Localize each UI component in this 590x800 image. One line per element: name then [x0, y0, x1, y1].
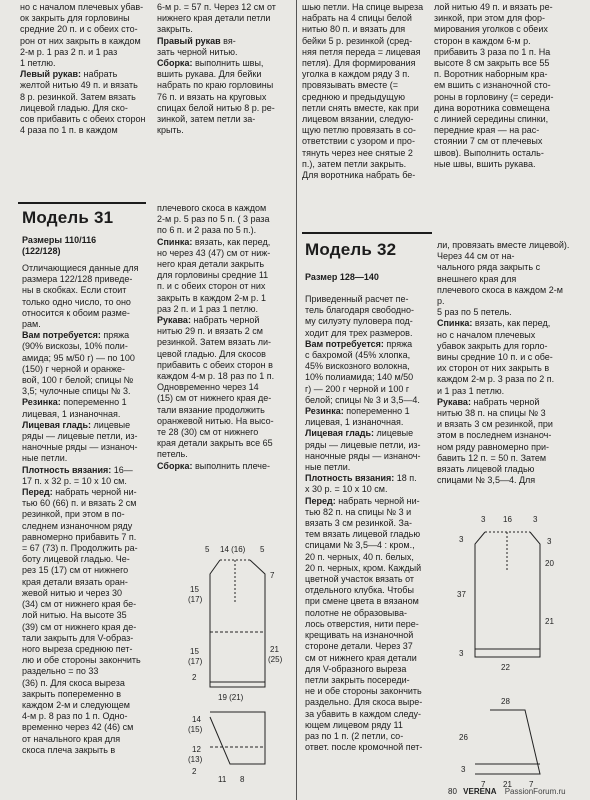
text-line: с линией середины спинки,	[434, 114, 549, 125]
text-line: каждом 2-м р. 3 раза по 2 п.	[437, 374, 555, 385]
text-line: вой, 100 г белой; спицы №	[22, 375, 134, 386]
text-line: резинкой. Затем вязать ли-	[157, 337, 272, 348]
model32-title: Модель 32	[305, 240, 397, 259]
text-line: Одновременно через 14	[157, 382, 259, 393]
model31-sizes-line1: Размеры 110/116	[22, 235, 97, 245]
text-line: 3,5; чулочные спицы № 3.	[22, 386, 131, 397]
text-line: спицами № 3,5—4. Для	[437, 475, 536, 486]
text-line: по 6 п. и 2 раза по 5 п.).	[157, 225, 257, 236]
bold-label: Перед:	[22, 487, 53, 498]
text-line: тью 60 (66) п. и вязать 2 см	[22, 498, 137, 509]
model32-schematic	[445, 512, 580, 792]
text-line: закрыть в каждом 2-м р. 1	[157, 292, 266, 303]
text-line: ные швы, вшить рукава.	[434, 158, 536, 169]
text-line: щую петлю провязать в со-	[302, 125, 416, 136]
text-line: рон от них закрыть в каждом	[20, 35, 141, 46]
d32-sleeve-l1: 26	[459, 733, 468, 742]
text-line: ответ. после кромочной пет-	[305, 742, 423, 753]
text-line: лось отверстия, нити пере-	[305, 618, 419, 629]
text-line: бейки 5 р. резинкой (сред-	[302, 35, 413, 46]
text-line: от начального края для	[22, 733, 121, 744]
text-line: набрать по краю горловины	[157, 80, 274, 91]
text-line: для горловины средние 11	[157, 270, 269, 281]
d31-top-b: 14 (16)	[220, 545, 246, 554]
text-line: Резинка: попеременно 1	[22, 397, 127, 408]
text-line: Спинка: вязать, как перед,	[437, 318, 551, 329]
text-line: Отличающиеся данные для	[22, 263, 139, 273]
text-line: Левый рукав: набрать	[20, 69, 118, 80]
text-line: Перед: набрать черной ни-	[305, 495, 420, 506]
text-line: раздельно = по 33	[22, 666, 99, 677]
text-line: тянуть через нее снятые 2	[302, 147, 413, 158]
d31-sleeve-l5: 2	[192, 767, 197, 776]
model31-col1-text	[22, 263, 150, 756]
text-line: закрыть попеременно в	[22, 688, 122, 699]
d31-left-2: (17)	[188, 595, 203, 604]
bold-label: Лицевая гладь:	[22, 419, 92, 430]
text-line: наночные ряды — изнаноч-	[22, 442, 138, 453]
text-line: вязать лицевой гладью	[437, 464, 535, 475]
text-line: 17 п. х 32 р. = 10 х 10 см.	[22, 475, 127, 486]
model31-col2-text	[157, 203, 295, 472]
d31-sleeve-l2: (15)	[188, 725, 203, 734]
text-line: Вам потребуется: пряжа	[22, 330, 130, 341]
text-line: их сторон от них закрыть в	[437, 363, 550, 374]
text-line: уголка в каждом ряду 3 п.	[302, 69, 410, 80]
text-line: высоте 8 см закрыть все 55	[434, 58, 550, 69]
d32-bottom: 22	[501, 663, 510, 672]
d32-left-top: 3	[459, 535, 464, 544]
col4-top-text	[434, 2, 569, 170]
text-line: 5 раз по 5 петель.	[437, 307, 512, 318]
text-line: нитью 80 п. и вязать для	[302, 24, 406, 35]
d31-sleeve-l3: 12	[192, 745, 201, 754]
text-line: Спинка: вязать, как перед,	[157, 236, 271, 247]
text-line: относится к обоим разме-	[22, 307, 130, 318]
d32-sleeve-b1: 7	[481, 780, 486, 789]
text-line: Лицевая гладь: лицевые	[305, 428, 414, 439]
text-line: среднюю и предыдущую	[302, 91, 405, 102]
text-line: внешнего края для	[437, 273, 517, 284]
text-line: но с началом плечевых	[437, 329, 536, 340]
text-line: ли, провязать вместе лицевой).	[437, 240, 570, 250]
text-line: зинкой, при этом для фор-	[434, 13, 546, 24]
text-line: лю и обе стороны закончить	[22, 655, 141, 666]
text-line: края детали вязать оран-	[22, 576, 128, 587]
text-line: оранжевой нитью. На высо-	[157, 415, 274, 426]
col1-top-text	[20, 2, 148, 136]
text-line: дина воротника совмещена	[434, 102, 550, 113]
text-line: при смене цвета в вязаном	[305, 596, 419, 607]
d32-top-b: 16	[503, 515, 512, 524]
text-line: следнем изнаночном ряду	[22, 520, 133, 531]
text-line: стороне детали. Через 37	[305, 641, 413, 652]
d31-left-1: 15	[190, 585, 199, 594]
d31-left-3: 15	[190, 647, 199, 656]
model31-schematic	[170, 542, 290, 792]
d31-top-c: 5	[260, 545, 265, 554]
text-line: ем вшить с изнаночной сто-	[434, 80, 551, 91]
text-line: закрыть.	[157, 24, 193, 35]
text-line: петля). Для формирования	[302, 58, 416, 69]
text-line: временно через 42 (46) см	[22, 722, 134, 733]
text-line: раз 2 п. и 1 раз 1 петлю.	[157, 303, 258, 314]
bold-label: Лицевая гладь:	[305, 428, 375, 439]
text-line: размера 122/128 приведе-	[22, 274, 133, 285]
text-line: Правый рукав вя-	[157, 35, 236, 46]
text-line: ряды — лицевые петли, из-	[305, 439, 421, 450]
bold-label: Сборка:	[157, 58, 193, 69]
d32-sleeve-b2: 21	[503, 780, 512, 789]
text-line: вязать 3 см резинкой. За-	[305, 518, 412, 529]
text-line: ряды — лицевые петли, из-	[22, 431, 138, 442]
text-line: тель благодаря свободно-	[305, 305, 414, 316]
text-line: Приведенный расчет пе-	[305, 294, 409, 304]
col3-top-text	[302, 2, 430, 181]
text-line: (39) см от нижнего края де-	[22, 621, 137, 632]
text-line: стоянии 7 см от плечевых	[434, 136, 543, 147]
text-line: за убавить в каждом следу-	[305, 708, 422, 719]
text-line: чального ряда закрыть с	[437, 262, 541, 273]
d32-left-mid: 37	[457, 590, 466, 599]
text-line: прибавить с обеих сторон в	[157, 359, 273, 370]
text-line: рез 15 (17) см от нижнего	[22, 565, 129, 576]
text-line: провязывать вместе (=	[302, 80, 398, 91]
d32-top-c: 3	[533, 515, 538, 524]
col2-top-text	[157, 2, 295, 136]
text-line: зать черной нитью.	[157, 46, 238, 57]
d31-left-4: (17)	[188, 657, 203, 666]
text-line: ны в скобках. Если стоит	[22, 285, 127, 296]
text-line: белой; спицы № 3 и 3,5—4.	[305, 394, 420, 405]
bold-label: Рукава:	[437, 396, 471, 407]
text-line: вины средние 10 п. и с обе-	[437, 352, 553, 363]
text-line: края детали закрыть все 65	[157, 438, 273, 449]
page-footer	[448, 787, 566, 796]
d31-sleeve-b1: 11	[218, 775, 227, 784]
d31-right-3: (25)	[268, 655, 283, 664]
text-line: плечевого скоса в каждом 2-м р.	[437, 284, 563, 307]
text-line: ходит для трех размеров.	[305, 327, 413, 338]
text-line: раздельно. Для скоса выре-	[305, 697, 423, 708]
d32-sleeve-l2: 3	[461, 765, 466, 774]
text-line: ные петли.	[305, 462, 351, 473]
text-line: каждом 2-м и следующем	[22, 699, 130, 710]
bold-label: Левый рукав:	[20, 69, 81, 80]
bold-label: Вам потребуется:	[305, 338, 384, 349]
text-line: цевой гладью. Для скосов	[157, 348, 266, 359]
text-line: 10% полиамида; 140 м/50	[305, 372, 414, 383]
text-line: крыть.	[157, 125, 184, 136]
d31-top-a: 5	[205, 545, 210, 554]
text-line: нитью 38 п. на спицы № 3	[437, 408, 546, 419]
brand-name: VERENA	[463, 787, 497, 796]
bold-label: Плотность вязания:	[22, 464, 112, 475]
bold-label: Спинка:	[437, 318, 473, 329]
text-line: ющем лицевом ряду 11	[305, 719, 403, 730]
bold-label: Резинка:	[22, 397, 61, 408]
text-line: му силуэту пуловера под-	[305, 316, 413, 327]
text-line: бавить 12 п. = 50 п. Затем	[437, 452, 547, 463]
watermark: PassionForum.ru	[504, 787, 566, 796]
text-line: лицевая, 1 изнаночная.	[305, 417, 404, 428]
model31-title: Модель 31	[22, 208, 114, 227]
bold-label: Спинка:	[157, 236, 193, 247]
column-divider	[296, 0, 297, 800]
text-line: Плотность вязания: 18 п.	[305, 473, 417, 484]
bold-label: Вам потребуется:	[22, 330, 101, 341]
d31-right-1: 7	[270, 571, 275, 580]
text-line: Плотность вязания: 16—	[22, 464, 133, 475]
text-line: 8 р. резинкой. Затем вязать	[20, 91, 136, 102]
text-line: Рукава: набрать черной	[437, 396, 540, 407]
text-line: Для воротника набрать бе-	[302, 170, 416, 181]
text-line: няя петля переда = лицевая	[302, 46, 421, 57]
d31-sleeve-l1: 14	[192, 715, 201, 724]
text-line: с бахромой (45% хлопка,	[305, 350, 411, 361]
text-line: передние края — на рас-	[434, 125, 540, 136]
text-line: см от нижнего края детали	[305, 652, 417, 663]
text-line: спицах белой нитью 8 р. ре-	[157, 102, 275, 113]
text-line: амида; 95 м/50 г) — по 100	[22, 352, 135, 363]
text-line: 4-м р. 8 раз по 1 п. Одно-	[22, 711, 128, 722]
text-line: ок закрыть для горловины	[20, 13, 130, 24]
text-line: полотне не образовыва-	[305, 607, 407, 618]
d32-sleeve-b3: 7	[529, 780, 534, 789]
text-line: тью 82 п. на спицы № 3 и	[305, 506, 412, 517]
page-number: 80	[448, 787, 457, 796]
text-line: лой нитью. На высоте 35	[22, 610, 127, 621]
d32-right-2: 20	[545, 559, 554, 568]
text-line: него края детали закрыть	[157, 259, 265, 270]
d31-sleeve-l4: (13)	[188, 755, 203, 764]
d32-top-a: 3	[481, 515, 486, 524]
d31-left-5: 2	[192, 673, 197, 682]
text-line: г) — 200 г черной и 100 г	[305, 383, 410, 394]
text-line: 2-м р. 5 раз по 5 п. ( 3 раза	[157, 214, 270, 225]
text-line: Сборка: выполнить швы,	[157, 58, 264, 69]
text-line: крещивать на изнаночной	[305, 630, 414, 641]
text-line: Сборка: выполнить плече-	[157, 460, 270, 471]
text-line: ного выреза среднюю пет-	[22, 643, 133, 654]
bold-label: Резинка:	[305, 406, 344, 417]
text-line: швов). Выполнить осталь-	[434, 147, 544, 158]
text-line: спицами № 3,5—4 : кром.,	[305, 540, 415, 551]
text-line: петли снять вместе, как при	[302, 102, 419, 113]
text-line: п. Воротник наборным кра-	[434, 69, 548, 80]
text-line: тали закрыть для V-образ-	[22, 632, 134, 643]
text-line: сторон в каждом 6-м р.	[434, 35, 531, 46]
text-line: 45% вискозного волокна,	[305, 361, 410, 372]
text-line: мирования уголков с обеих	[434, 24, 548, 35]
text-line: (90% вискозы, 10% поли-	[22, 341, 128, 352]
bold-label: Сборка:	[157, 460, 193, 471]
text-line: лицевом вязании, следую-	[302, 114, 414, 125]
text-line: = 67 (73) п. Продолжить ра-	[22, 543, 138, 554]
text-line: наночные ряды — изнаноч-	[305, 450, 421, 461]
text-line: нитью 29 п. и вязать 2 см	[157, 326, 263, 337]
model31-top-rule	[18, 202, 146, 204]
text-line: каждом 4-м р. 18 раз по 1 п.	[157, 371, 275, 382]
text-line: равномерно прибавить 7 п.	[22, 531, 137, 542]
text-line: боту лицевой гладью. Че-	[22, 554, 130, 565]
text-line: петель.	[157, 449, 188, 460]
d32-left-bot: 3	[459, 649, 464, 658]
text-line: п.), затем петли закрыть.	[302, 158, 407, 169]
text-line: ном ряду равномерно при-	[437, 441, 550, 452]
text-line: Перед: набрать черной ни-	[22, 487, 137, 498]
text-line: резинкой, при этом в по-	[22, 509, 125, 520]
text-line: Через 44 см от на-	[437, 251, 515, 262]
text-line: Резинка: попеременно 1	[305, 406, 410, 417]
text-line: нижнего края детали петли	[157, 13, 271, 24]
text-line: этом в последнем изнаноч-	[437, 430, 552, 441]
text-line: 4 раза по 1 п. в каждом	[20, 125, 118, 136]
bold-label: Перед:	[305, 495, 336, 506]
text-line: (36) п. Для скоса выреза	[22, 677, 125, 688]
text-line: для V-образного выреза	[305, 663, 407, 674]
text-line: тали вязание продолжить	[157, 404, 265, 415]
text-line: (15) см от нижнего края де-	[157, 393, 272, 404]
model32-col3-text	[305, 294, 433, 753]
text-line: 1 петлю.	[20, 58, 56, 69]
text-line: но с началом плечевых убав-	[20, 2, 144, 12]
text-line: лицевой гладью. Для ско-	[20, 102, 128, 113]
bold-label: Рукава:	[157, 315, 191, 326]
bold-label: Плотность вязания:	[305, 473, 395, 484]
text-line: 76 п. и вязать на круговых	[157, 91, 267, 102]
text-line: желтой нитью 49 п. и вязать	[20, 80, 138, 91]
text-line: прибавить 3 раза по 1 п. На	[434, 46, 551, 57]
text-line: 6-м р. = 57 п. Через 12 см от	[157, 2, 276, 12]
text-line: зинкой, затем петли за-	[157, 114, 256, 125]
text-line: и 1 раз 1 петлю.	[437, 385, 505, 396]
text-line: и вязать 3 см резинкой, при	[437, 419, 553, 430]
d31-sleeve-b2: 8	[240, 775, 245, 784]
text-line: ответствии с узором и про-	[302, 136, 415, 147]
model31-sizes-line2: (122/128)	[22, 246, 61, 256]
text-line: шью петли. На спице выреза	[302, 2, 424, 12]
text-line: не и обе стороны закончить	[305, 686, 422, 697]
text-line: лицевая, 1 изнаночная.	[22, 408, 121, 419]
text-line: тем вязать лицевой гладью	[305, 529, 421, 540]
text-line: роны в горловину (= середи-	[434, 91, 554, 102]
d32-sleeve-top: 28	[501, 697, 510, 706]
text-line: убавок закрыть для горло-	[437, 340, 548, 351]
text-line: (150) г черной и оранже-	[22, 363, 126, 374]
text-line: лой нитью 49 п. и вязать ре-	[434, 2, 553, 12]
text-line: но через 43 (47) см от ниж-	[157, 247, 271, 258]
text-line: ные петли.	[22, 453, 68, 464]
text-line: сов прибавить с обеих сторон	[20, 114, 146, 125]
text-line: те 28 (30) см от нижнего	[157, 427, 259, 438]
text-line: петли закрыть посереди-	[305, 674, 410, 685]
text-line: Рукава: набрать черной	[157, 315, 260, 326]
text-line: набрать на 4 спицы белой	[302, 13, 412, 24]
text-line: 20 п. черных, 40 п. белых,	[305, 551, 414, 562]
text-line: Вам потребуется: пряжа	[305, 338, 413, 349]
text-line: плечевого скоса в каждом	[157, 203, 267, 213]
text-line: п. и с обеих сторон от них	[157, 281, 266, 292]
model32-col4-text	[437, 240, 572, 486]
text-line: цветной участок вязать от	[305, 574, 415, 585]
text-line: 20 п. черных, кром. Каждый	[305, 562, 422, 573]
text-line: Лицевая гладь: лицевые	[22, 419, 131, 430]
text-line: скоса плеча закрыть в	[22, 744, 116, 755]
d32-right-3: 21	[545, 617, 554, 626]
d31-bottom: 19 (21)	[218, 693, 244, 702]
text-line: х 30 р. = 10 х 10 см.	[305, 484, 388, 495]
text-line: только одно число, то оно	[22, 296, 131, 307]
text-line: (34) см от нижнего края бе-	[22, 599, 137, 610]
model32-top-rule	[302, 232, 432, 234]
text-line: 2-м р. 1 раз 2 п. и 1 раз	[20, 46, 118, 57]
text-line: отдельного клубка. Чтобы	[305, 585, 414, 596]
text-line: рам.	[22, 319, 41, 330]
model32-sizes: Размер 128—140	[305, 272, 379, 282]
bold-label: Правый рукав	[157, 35, 221, 46]
text-line: средние 20 п. и с обеих сто-	[20, 24, 138, 35]
text-line: вшить рукава. Для бейки	[157, 69, 262, 80]
d31-right-2: 21	[270, 645, 279, 654]
d32-right-1: 3	[547, 537, 552, 546]
text-line: жевой нитью и через 30	[22, 587, 122, 598]
text-line: раз по 1 п. (2 петли, со-	[305, 730, 404, 741]
